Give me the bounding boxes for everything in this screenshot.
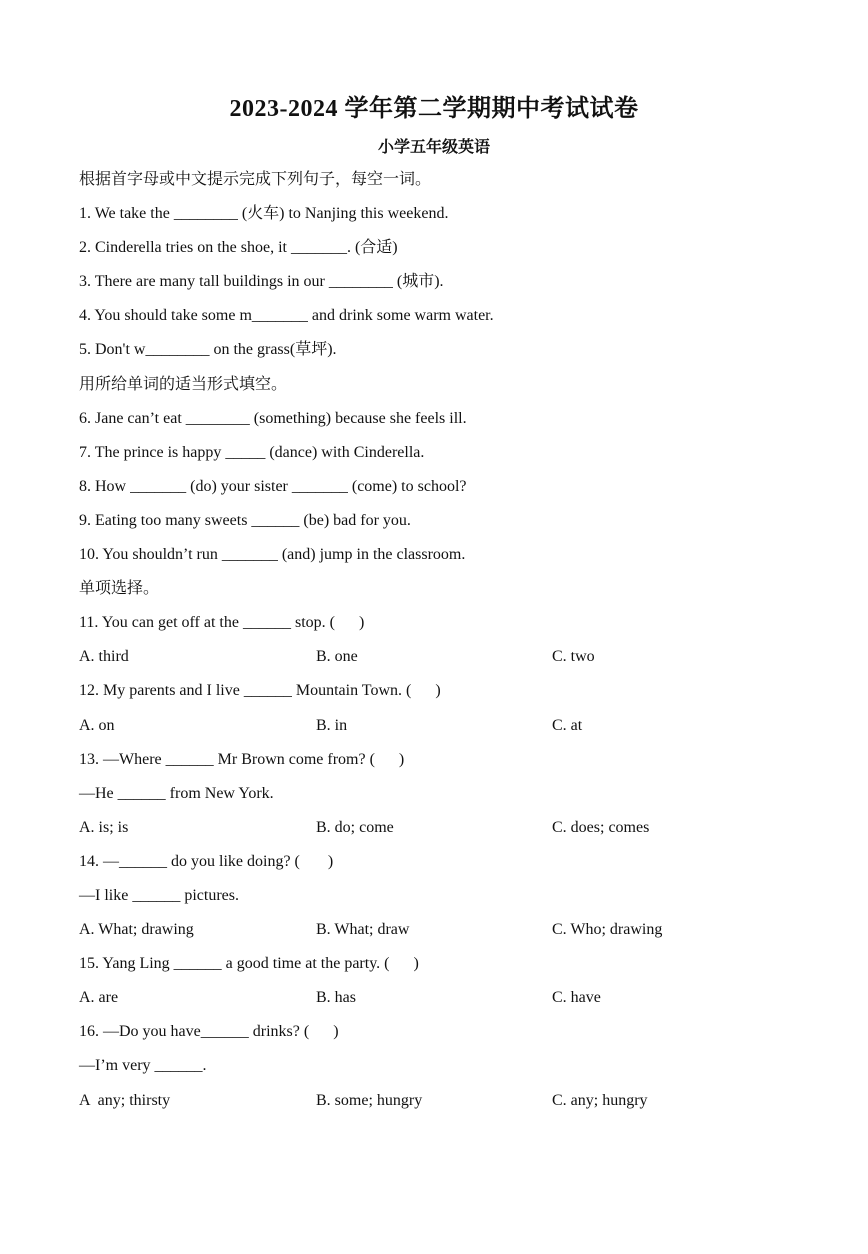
question-7: 7. The prince is happy _____ (dance) with Cinderella. <box>79 443 425 461</box>
exam-body <box>79 163 839 1118</box>
section-instruction: 根据首字母或中文提示完成下列句子，每空一词。 <box>79 171 432 188</box>
options-row <box>79 811 839 845</box>
section-instruction: 用所给单词的适当形式填空。 <box>79 375 288 393</box>
question-14-reply: —I like ______ pictures. <box>79 886 239 904</box>
option-c: C. does; comes <box>552 818 650 836</box>
exam-title: 2023-2024 学年第二学期期中考试试卷 <box>229 96 639 122</box>
options-row <box>79 1084 839 1118</box>
question-4: 4. You should take some m_______ and drink some warm water. <box>79 307 494 325</box>
option-a: A. What; drawing <box>79 921 194 939</box>
question-13-reply: —He ______ from New York. <box>79 784 274 802</box>
question-3: 3. There are many tall buildings in our ________ (城市). <box>79 273 444 291</box>
option-b: B. in <box>316 716 348 734</box>
question-13: 13. —Where ______ Mr Brown come from? ( ) <box>79 750 405 768</box>
option-b: B. has <box>316 989 356 1007</box>
question-8: 8. How _______ (do) your sister _______ (come) to school? <box>79 477 467 495</box>
question-14: 14. —______ do you like doing? ( ) <box>79 852 334 870</box>
question-12: 12. My parents and I live ______ Mountain Town. ( ) <box>79 682 441 700</box>
options-row <box>79 981 839 1015</box>
option-c: C. have <box>552 989 601 1007</box>
question-1: 1. We take the ________ (火车) to Nanjing this weekend. <box>79 205 449 223</box>
section-instruction: 单项选择。 <box>79 580 160 598</box>
question-2: 2. Cinderella tries on the shoe, it _______. (合适) <box>79 239 398 257</box>
question-11: 11. You can get off at the ______ stop. ( ) <box>79 614 365 632</box>
option-a: A. on <box>79 716 115 734</box>
option-b: B. What; draw <box>316 921 410 939</box>
option-b: B. some; hungry <box>316 1091 423 1109</box>
question-6: 6. Jane can’t eat ________ (something) because she feels ill. <box>79 409 467 427</box>
question-16: 16. —Do you have______ drinks? ( ) <box>79 1023 339 1041</box>
option-a: A. are <box>79 989 119 1007</box>
option-a: A. is; is <box>79 818 129 836</box>
exam-subtitle: 小学五年级英语 <box>377 139 490 156</box>
question-9: 9. Eating too many sweets ______ (be) bad for you. <box>79 511 411 529</box>
option-c: C. at <box>552 716 583 734</box>
options-row <box>79 640 839 674</box>
option-c: C. two <box>552 648 595 666</box>
option-a: A any; thirsty <box>79 1091 171 1109</box>
options-row <box>79 709 839 743</box>
option-b: B. one <box>316 648 358 666</box>
question-10: 10. You shouldn’t run _______ (and) jump in the classroom. <box>79 546 466 564</box>
option-a: A. third <box>79 648 129 666</box>
options-row <box>79 913 839 947</box>
question-5: 5. Don't w________ on the grass(草坪). <box>79 341 337 359</box>
option-c: C. Who; drawing <box>552 921 663 939</box>
option-b: B. do; come <box>316 818 394 836</box>
question-16-reply: —I’m very ______. <box>79 1057 207 1075</box>
option-c: C. any; hungry <box>552 1091 648 1109</box>
question-15: 15. Yang Ling ______ a good time at the party. ( ) <box>79 955 419 973</box>
